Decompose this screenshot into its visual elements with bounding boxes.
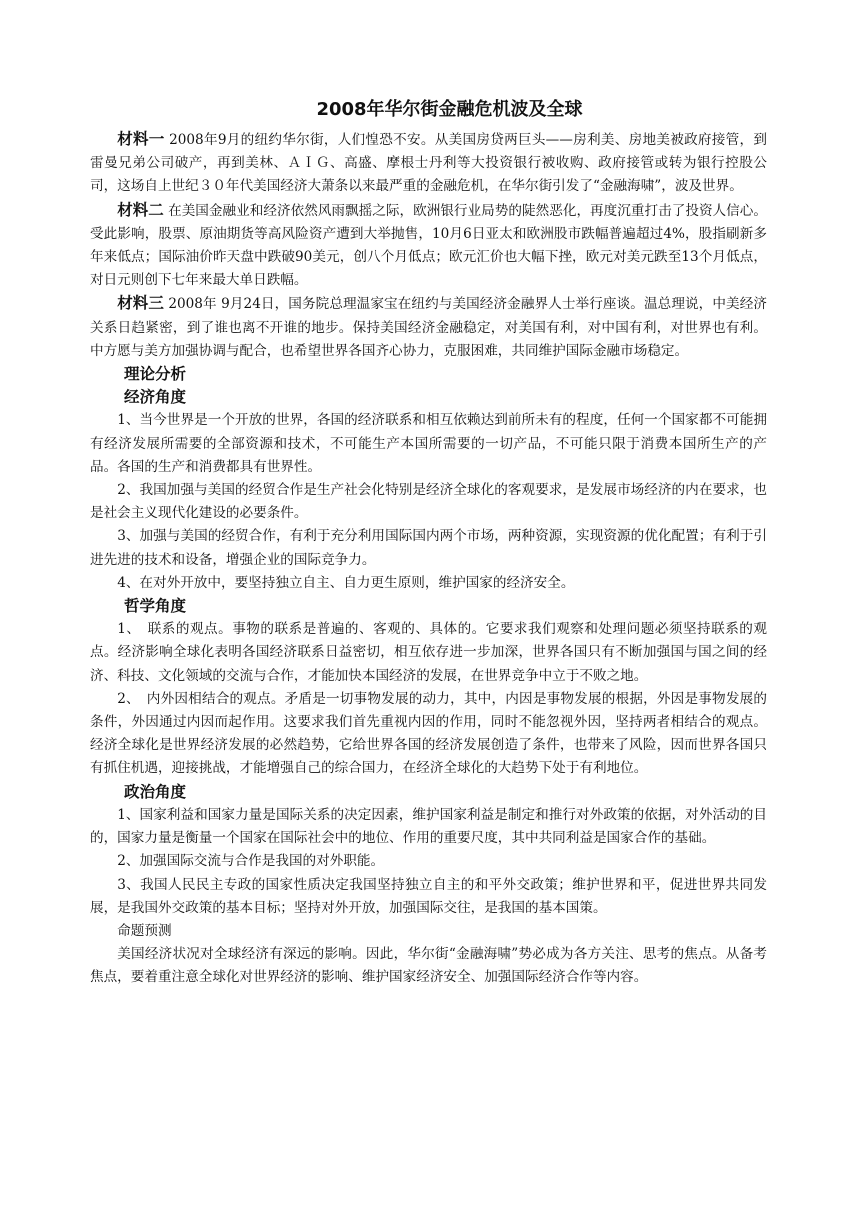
economic-heading: 经济角度 (124, 388, 187, 407)
philosophy-heading: 哲学角度 (124, 597, 187, 616)
material-3-label: 材料三 (117, 294, 164, 313)
politics-heading: 政治角度 (124, 782, 187, 801)
material-2-text: 在美国金融业和经济依然风雨飘摇之际，欧洲银行业局势的陡然恶化，再度沉重打击了投资人信心。受此影响，股票、原油期货等高风险资产遭到大举抛售，10月6日亚太和欧洲股市跌幅普遍超过4%，股指刷新多年来低点；国际油价昨天盘中跌破90美元，创八个月低点；欧元汇价也大幅下挫，欧元对美元跌至13个月低点，对日元则创下七年来最大单日跌幅。 (90, 202, 767, 289)
prediction-heading: 命题预测 (117, 922, 172, 939)
economic-item: 2、我国加强与美国的经贸合作是生产社会化特别是经济全球化的客观要求，是发展市场经济的内在要求，也是社会主义现代化建设的必要条件。 (90, 482, 767, 522)
economic-item: 1、当今世界是一个开放的世界，各国的经济联系和相互依赖达到前所未有的程度，任何一个国家都不可能拥有经济发展所需要的全部资源和技术，不可能生产本国所需要的一切产品，不可能只限于消费本国所生产的产品。各国的生产和消费都具有世界性。 (90, 412, 767, 475)
analysis-heading: 理论分析 (124, 365, 187, 384)
material-3 (90, 292, 767, 363)
document-title: 2008年华尔街金融危机波及全球 (316, 99, 583, 120)
economic-item: 3、加强与美国的经贸合作，有利于充分利用国际国内两个市场，两种资源，实现资源的优化配置；有利于引进先进的技术和设备，增强企业的国际竞争力。 (90, 528, 767, 568)
material-1-text: 2008年9月的纽约华尔街，人们惶恐不安。从美国房贷两巨头——房利美、房地美被政府接管，到雷曼兄弟公司破产，再到美林、ＡＩＧ、高盛、摩根士丹利等大投资银行被收购、政府接管或转为银行控股公司，这场自上世纪３０年代美国经济大萧条以来最严重的金融危机，在华尔街引发了“金融海啸”，波及世界。 (90, 132, 767, 195)
material-1-label: 材料一 (117, 130, 165, 148)
philosophy-item: 2、 内外因相结合的观点。矛盾是一切事物发展的动力，其中，内因是事物发展的根据，外因是事物发展的条件，外因通过内因而起作用。这要求我们首先重视内因的作用，同时不能忽视外因，坚持两者相结合的观点。经济全球化是世界经济发展的必然趋势，它给世界各国的经济发展创造了条件，也带来了风险，因而世界各国只有抓住机遇，迎接挑战，才能增强自己的综合国力，在经济全球化的大趋势下处于有利地位。 (90, 690, 767, 777)
politics-item: 2、加强国际交流与合作是我国的对外职能。 (117, 853, 385, 870)
material-2 (90, 199, 767, 293)
philosophy-item: 1、 联系的观点。事物的联系是普遍的、客观的、具体的。它要求我们观察和处理问题必须坚持联系的观点。经济影响全球化表明各国经济联系日益密切，相互依存进一步加深，世界各国只有不断加强国与国之间的经济、科技、文化领域的交流与合作，才能加快本国经济的发展，在世界竞争中立于不败之地。 (90, 621, 767, 684)
politics-item: 1、国家利益和国家力量是国际关系的决定因素，维护国家利益是制定和推行对外政策的依据，对外活动的目的，国家力量是衡量一个国家在国际社会中的地位、作用的重要尺度，其中共同利益是国家合作的基础。 (90, 806, 767, 847)
material-1 (90, 128, 767, 199)
economic-item: 4、在对外开放中，要坚持独立自主、自力更生原则，维护国家的经济安全。 (117, 574, 575, 591)
material-2-label: 材料二 (117, 200, 164, 219)
politics-item: 3、我国人民民主专政的国家性质决定我国坚持独立自主的和平外交政策；维护世界和平，促进世界共同发展，是我国外交政策的基本目标；坚持对外开放，加强国际交往，是我国的基本国策。 (90, 876, 767, 916)
prediction-text: 美国经济状况对全球经济有深远的影响。因此，华尔街“金融海啸”势必成为各方关注、思考的焦点。从备考焦点，要着重注意全球化对世界经济的影响、维护国家经济安全、加强国际经济合作等内容。 (90, 946, 767, 986)
material-3-text: 2008年 9月24日，国务院总理温家宝在纽约与美国经济金融界人士举行座谈。温总理说，中美经济关系日趋紧密，到了谁也离不开谁的地步。保持美国经济金融稳定，对美国有利，对中国有利，对世界也有利。中方愿与美方加强协调与配合，也希望世界各国齐心协力，克服困难，共同维护国际金融市场稳定。 (90, 296, 767, 359)
